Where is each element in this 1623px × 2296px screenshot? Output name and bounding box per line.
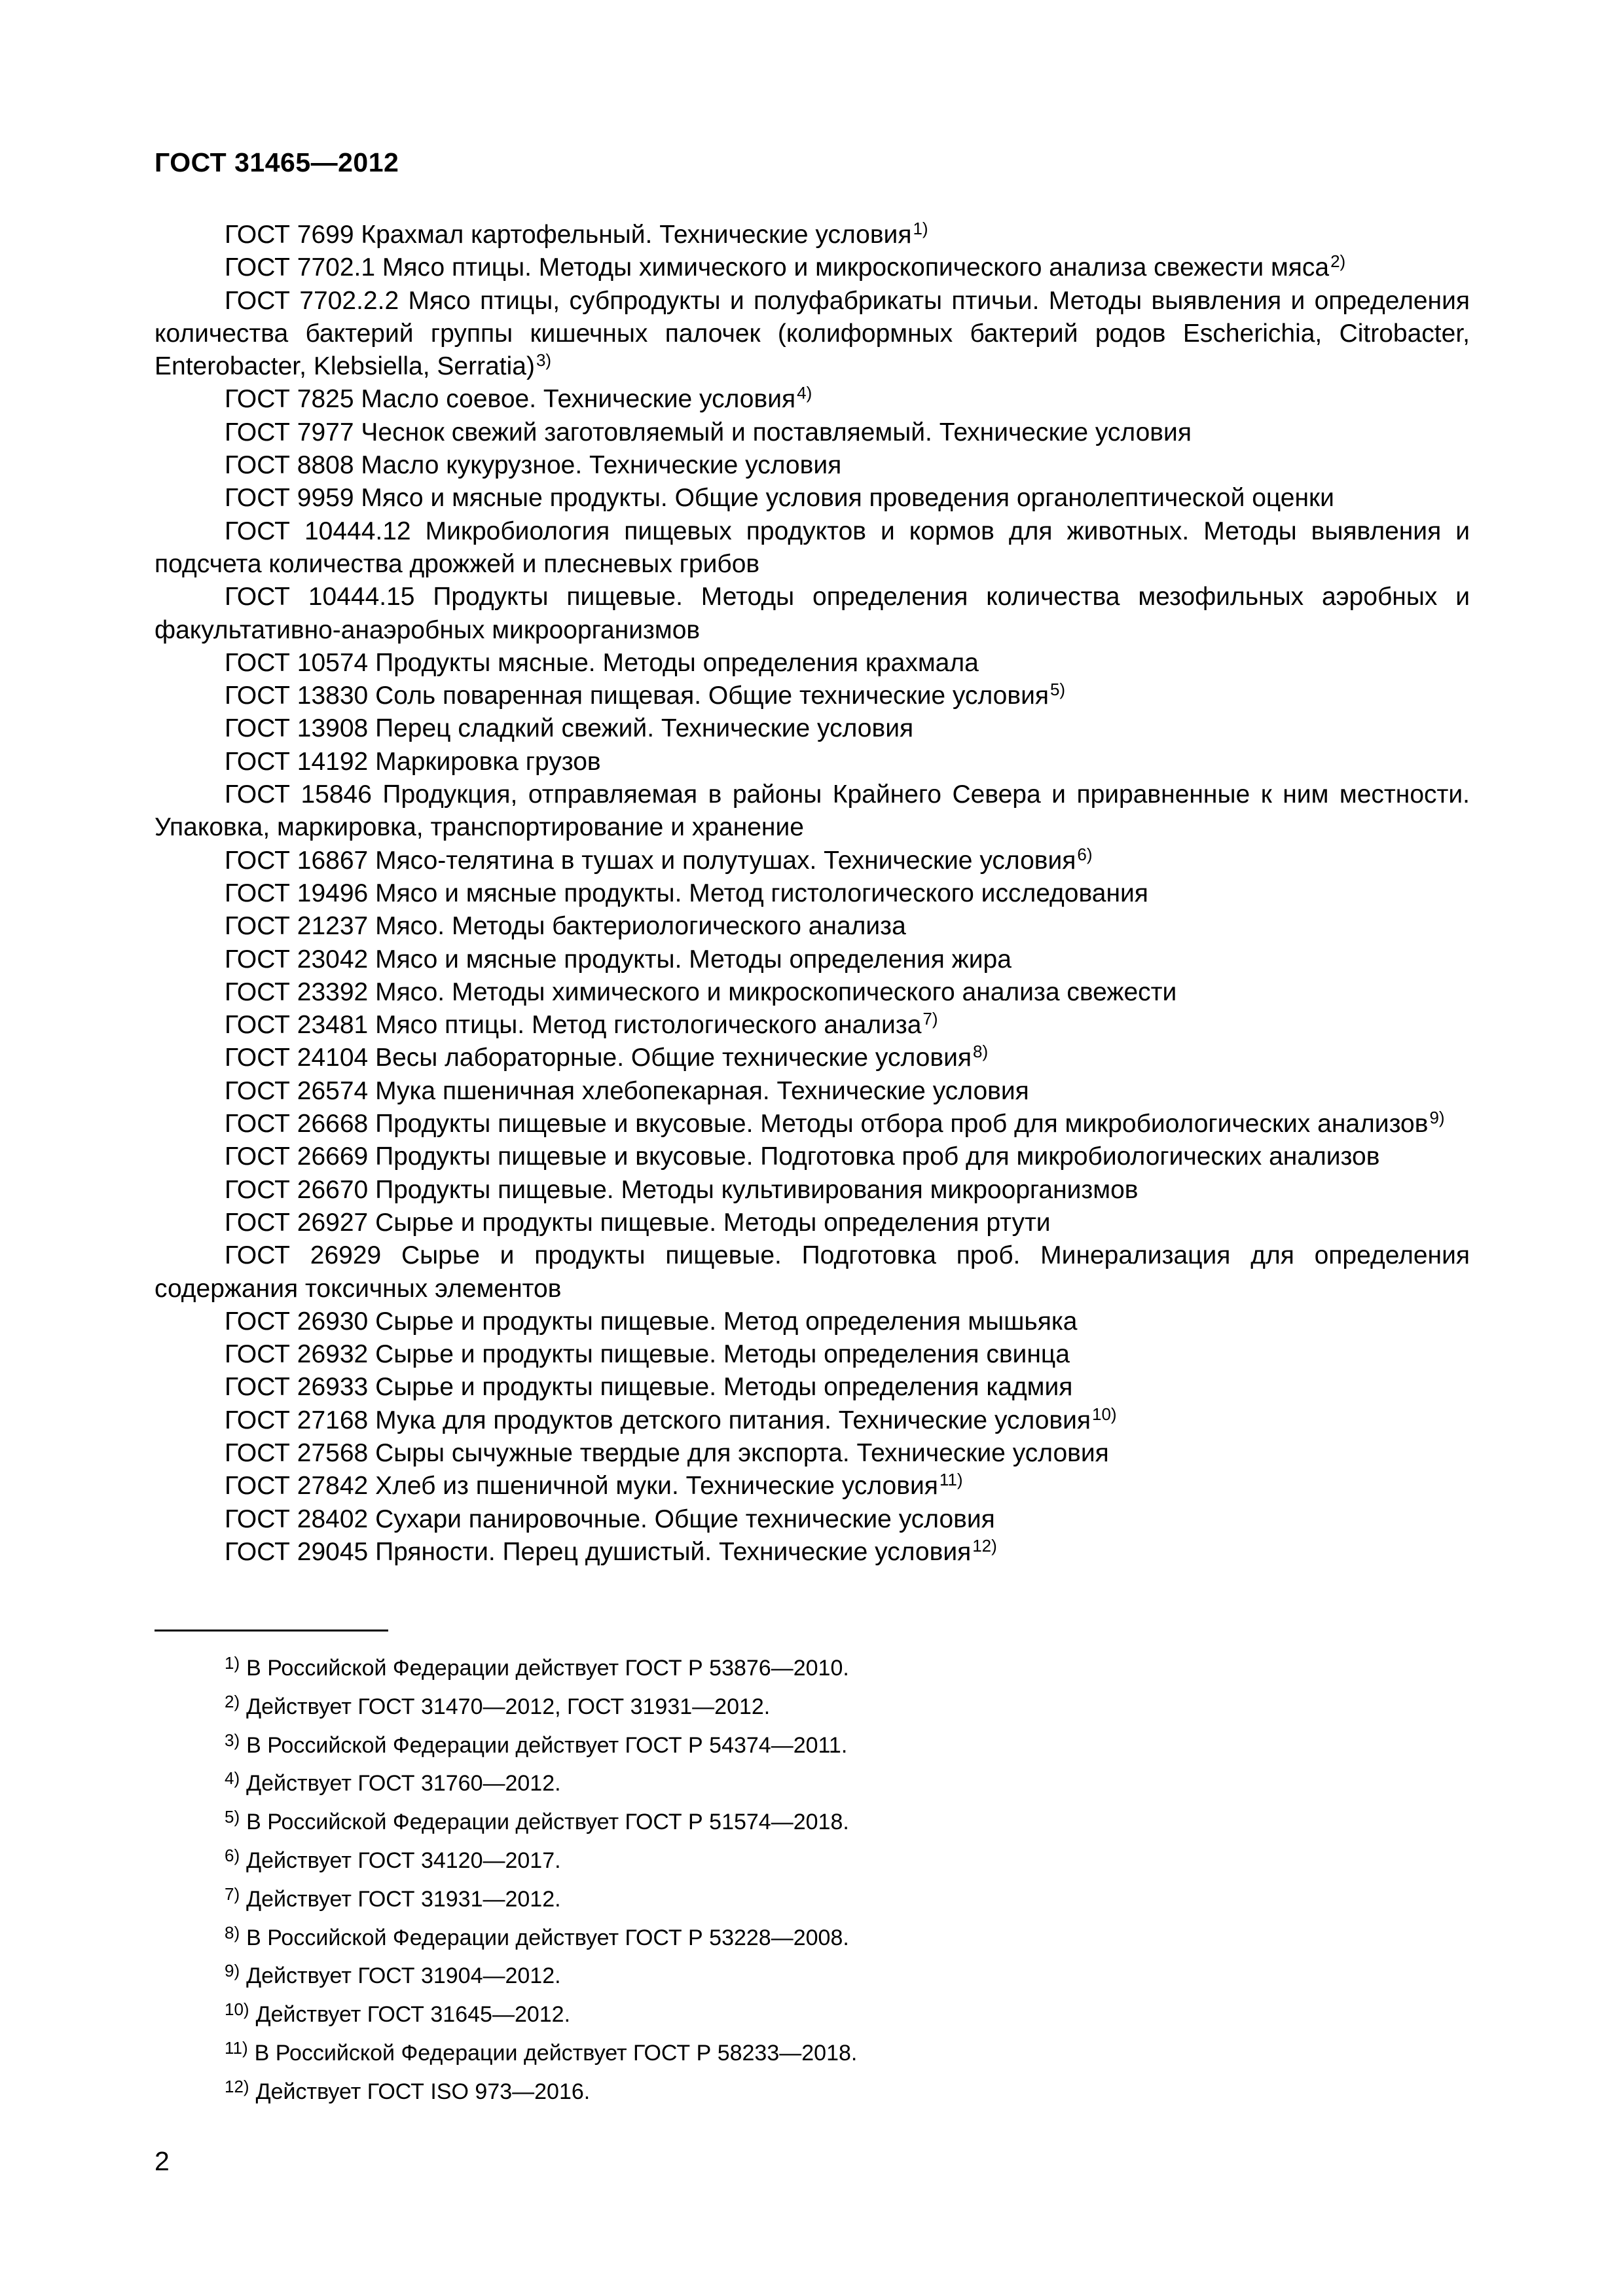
reference-entry: ГОСТ 10574 Продукты мясные. Методы определения крахмала	[225, 648, 979, 677]
reference-entry: ГОСТ 9959 Мясо и мясные продукты. Общие условия проведения органолептической оценки	[225, 484, 1334, 513]
footnote-mark: 5)	[225, 1807, 240, 1827]
footnote-marker: 7)	[922, 1009, 938, 1029]
normative-references	[155, 219, 1470, 1569]
footnote-mark: 1)	[225, 1653, 240, 1673]
footnote-marker: 1)	[913, 219, 928, 238]
footnote-mark: 7)	[225, 1884, 240, 1904]
document-header: ГОСТ 31465—2012	[155, 147, 399, 177]
reference-entry: ГОСТ 26930 Сырье и продукты пищевые. Метод определения мышьяка	[225, 1307, 1078, 1336]
footnote-marker: 4)	[797, 383, 812, 403]
reference-entry: ГОСТ 26668 Продукты пищевые и вкусовые. Методы отбора проб для микробиологических анализов$^{9)}$	[225, 1108, 1445, 1139]
footnote-marker: 6)	[1077, 844, 1093, 864]
reference-entry: ГОСТ 27842 Хлеб из пшеничной муки. Технические условия$^{11)}$	[225, 1470, 963, 1501]
reference-entry: ГОСТ 7702.1 Мясо птицы. Методы химического и микроскопического анализа свежести мяса$^{2)}$	[225, 251, 1346, 282]
reference-entry: ГОСТ 26670 Продукты пищевые. Методы культивирования микроорганизмов	[225, 1175, 1139, 1204]
footnote: $^{5)}$ В Российской Федерации действует ГОСТ Р 51574—2018.	[225, 1807, 849, 1835]
footnote-mark: 9)	[225, 1961, 240, 1981]
reference-entry: ГОСТ 26574 Мука пшеничная хлебопекарная. Технические условия	[225, 1076, 1029, 1105]
footnote: $^{2)}$ Действует ГОСТ 31470—2012, ГОСТ 31931—2012.	[225, 1691, 771, 1719]
footnote-marker: 12)	[972, 1535, 997, 1556]
footnote-mark: 6)	[225, 1845, 240, 1865]
reference-entry: ГОСТ 7825 Масло соевое. Технические условия$^{4)}$	[225, 383, 812, 414]
reference-entry: ГОСТ 10444.12 Микробиология пищевых продуктов и кормов для животных. Методы выявления и подсчета количества дрожжей и плесневых грибов	[155, 517, 1470, 578]
reference-entry: ГОСТ 28402 Сухари панировочные. Общие технические условия	[225, 1504, 995, 1533]
reference-entry: ГОСТ 13830 Соль поваренная пищевая. Общие технические условия$^{5)}$	[225, 680, 1066, 710]
footnote: $^{6)}$ Действует ГОСТ 34120—2017.	[225, 1845, 561, 1873]
footnote: $^{10)}$ Действует ГОСТ 31645—2012.	[225, 1999, 571, 2028]
footnote-mark: 12)	[225, 2076, 249, 2096]
footnote-marker: 2)	[1330, 251, 1346, 272]
footnote-marker: 9)	[1429, 1108, 1445, 1128]
footnotes	[155, 1649, 1470, 2111]
reference-entry: ГОСТ 27168 Мука для продуктов детского питания. Технические условия$^{10)}$	[225, 1404, 1117, 1434]
reference-entry: ГОСТ 26932 Сырье и продукты пищевые. Методы определения свинца	[225, 1340, 1070, 1369]
reference-entry: ГОСТ 29045 Пряности. Перец душистый. Технические условия$^{12)}$	[225, 1535, 997, 1566]
footnote-marker: 5)	[1049, 680, 1066, 700]
reference-entry: ГОСТ 19496 Мясо и мясные продукты. Метод гистологического исследования	[225, 879, 1148, 907]
reference-entry: ГОСТ 26929 Сырье и продукты пищевые. Подготовка проб. Минерализация для определения содержания токсичных элементов	[155, 1241, 1470, 1303]
reference-entry: ГОСТ 7977 Чеснок свежий заготовляемый и поставляемый. Технические условия	[225, 418, 1192, 446]
reference-entry: ГОСТ 7699 Крахмал картофельный. Технические условия$^{1)}$	[225, 219, 928, 249]
reference-entry: ГОСТ 8808 Масло кукурузное. Технические условия	[225, 451, 842, 480]
footnote: $^{4)}$ Действует ГОСТ 31760—2012.	[225, 1768, 561, 1796]
reference-entry: ГОСТ 21237 Мясо. Методы бактериологического анализа	[225, 912, 906, 941]
footnote-mark: 11)	[225, 2037, 248, 2058]
reference-entry: ГОСТ 24104 Весы лабораторные. Общие технические условия$^{8)}$	[225, 1042, 989, 1072]
reference-entry: ГОСТ 14192 Маркировка грузов	[225, 747, 601, 776]
footnote-marker: 11)	[939, 1470, 963, 1490]
reference-entry: ГОСТ 26933 Сырье и продукты пищевые. Методы определения кадмия	[225, 1373, 1073, 1402]
footnote: $^{3)}$ В Российской Федерации действует ГОСТ Р 54374—2011.	[225, 1730, 848, 1758]
footnote-mark: 2)	[225, 1691, 240, 1711]
footnote: $^{11)}$ В Российской Федерации действует ГОСТ Р 58233—2018.	[225, 2037, 858, 2066]
footnote-marker: 3)	[536, 350, 552, 371]
footnote-mark: 10)	[225, 1999, 249, 2020]
footnote: $^{9)}$ Действует ГОСТ 31904—2012.	[225, 1961, 561, 1989]
footnote-marker: 8)	[972, 1042, 989, 1062]
reference-entry: ГОСТ 26669 Продукты пищевые и вкусовые. Подготовка проб для микробиологических анализов	[225, 1142, 1380, 1171]
footnote: $^{7)}$ Действует ГОСТ 31931—2012.	[225, 1884, 561, 1912]
reference-entry: ГОСТ 15846 Продукция, отправляемая в районы Крайнего Севера и приравненные к ним местности. Упаковка, маркировка, транспортирование и хранение	[155, 780, 1470, 842]
reference-entry: ГОСТ 23481 Мясо птицы. Метод гистологического анализа$^{7)}$	[225, 1009, 938, 1040]
footnote-mark: 4)	[225, 1768, 240, 1789]
footnote-separator	[155, 1630, 388, 1631]
reference-entry: ГОСТ 7702.2.2 Мясо птицы, субпродукты и полуфабрикаты птичьи. Методы выявления и определения количества бактерий группы кишечных палочек (колиформных бактерий родов Escherichia, Citrobacter, Enterobacter, Klebsiella, Serratia)$^{3)}$	[155, 286, 1470, 381]
footnote: $^{8)}$ В Российской Федерации действует ГОСТ Р 53228—2008.	[225, 1922, 849, 1950]
footnote: $^{1)}$ В Российской Федерации действует ГОСТ Р 53876—2010.	[225, 1653, 849, 1681]
footnote-marker: 10)	[1092, 1404, 1117, 1424]
reference-entry: ГОСТ 26927 Сырье и продукты пищевые. Методы определения ртути	[225, 1208, 1051, 1237]
reference-entry: ГОСТ 27568 Сыры сычужные твердые для экспорта. Технические условия	[225, 1438, 1109, 1467]
reference-entry: ГОСТ 13908 Перец сладкий свежий. Технические условия	[225, 714, 914, 743]
page-number: 2	[155, 2146, 170, 2176]
footnote-mark: 8)	[225, 1922, 240, 1942]
reference-entry: ГОСТ 23042 Мясо и мясные продукты. Методы определения жира	[225, 945, 1012, 974]
reference-entry: ГОСТ 23392 Мясо. Методы химического и микроскопического анализа свежести	[225, 977, 1177, 1006]
reference-entry: ГОСТ 10444.15 Продукты пищевые. Методы определения количества мезофильных аэробных и факультативно-анаэробных микроорганизмов	[155, 583, 1470, 644]
footnote-mark: 3)	[225, 1730, 240, 1750]
reference-entry: ГОСТ 16867 Мясо-телятина в тушах и полутушах. Технические условия$^{6)}$	[225, 844, 1093, 875]
footnote: $^{12)}$ Действует ГОСТ ISO 973—2016.	[225, 2076, 591, 2104]
